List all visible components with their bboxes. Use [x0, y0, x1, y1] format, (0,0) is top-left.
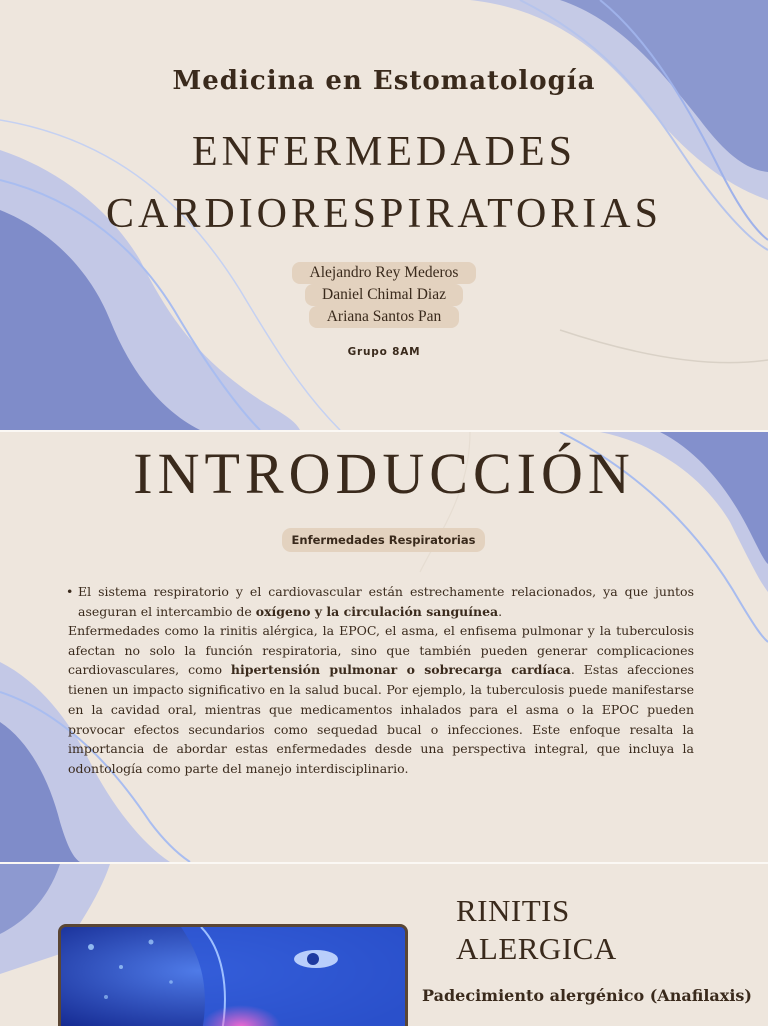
bullet-dot: • — [66, 584, 74, 599]
title-line1: RINITIS — [456, 893, 570, 928]
slide-introduction — [0, 430, 768, 862]
bullet-text: El sistema respiratorio y el cardiovascular están estrechamente relacionados, ya que juntos aseguran el intercambio de — [78, 584, 694, 619]
course-title: Medicina en Estomatología — [172, 66, 596, 96]
group-label: Grupo 8AM — [347, 346, 421, 358]
section-title — [456, 892, 617, 968]
body-text-part2: . Estas afecciones tienen un impacto significativo en la salud bucal. Por ejemplo, la tuberculosis puede manifestarse en la cavidad oral, mientras que medicamentos inhalados para el asma o la EPOC pueden provocar efectos secundarios como sequedad bucal o infecciones. Este enfoque resalta la importancia de abordar estas enfermedades desde una perspectiva integral, que incluya la odontología como parte del manejo interdisciplinario. — [68, 662, 695, 776]
main-title-line2: CARDIORESPIRATORIAS — [106, 191, 662, 237]
authors-list — [292, 262, 476, 328]
bullet-end: . — [498, 603, 503, 619]
body-bold-text: hipertensión pulmonar o sobrecarga cardíaca — [230, 662, 571, 678]
body-paragraph — [68, 621, 694, 779]
bullet-paragraph — [66, 582, 694, 621]
main-title-line1: ENFERMEDADES — [191, 129, 577, 175]
author-name: Ariana Santos Pan — [309, 306, 459, 328]
section-subtitle: Padecimiento alergénico (Anafilaxis) — [422, 986, 752, 1005]
slide-rinitis — [0, 862, 768, 1026]
face-illustration — [61, 927, 405, 1026]
section-badge: Enfermedades Respiratorias — [282, 528, 485, 552]
author-name: Daniel Chimal Diaz — [305, 284, 463, 306]
bullet-bold-text: oxígeno y la circulación sanguínea — [255, 603, 499, 619]
slide-cover — [0, 0, 768, 430]
section-title: INTRODUCCIÓN — [133, 441, 635, 506]
author-name: Alejandro Rey Mederos — [292, 262, 476, 284]
nose-allergy-image — [58, 924, 408, 1026]
title-line2: ALERGICA — [456, 931, 617, 966]
body-text-part1: Enfermedades como la rinitis alérgica, la EPOC, el asma, el enfisema pulmonar y la tuberculosis afectan no solo la función respiratoria, sino que también pueden generar complicaciones cardiovasculares, como — [68, 623, 694, 678]
